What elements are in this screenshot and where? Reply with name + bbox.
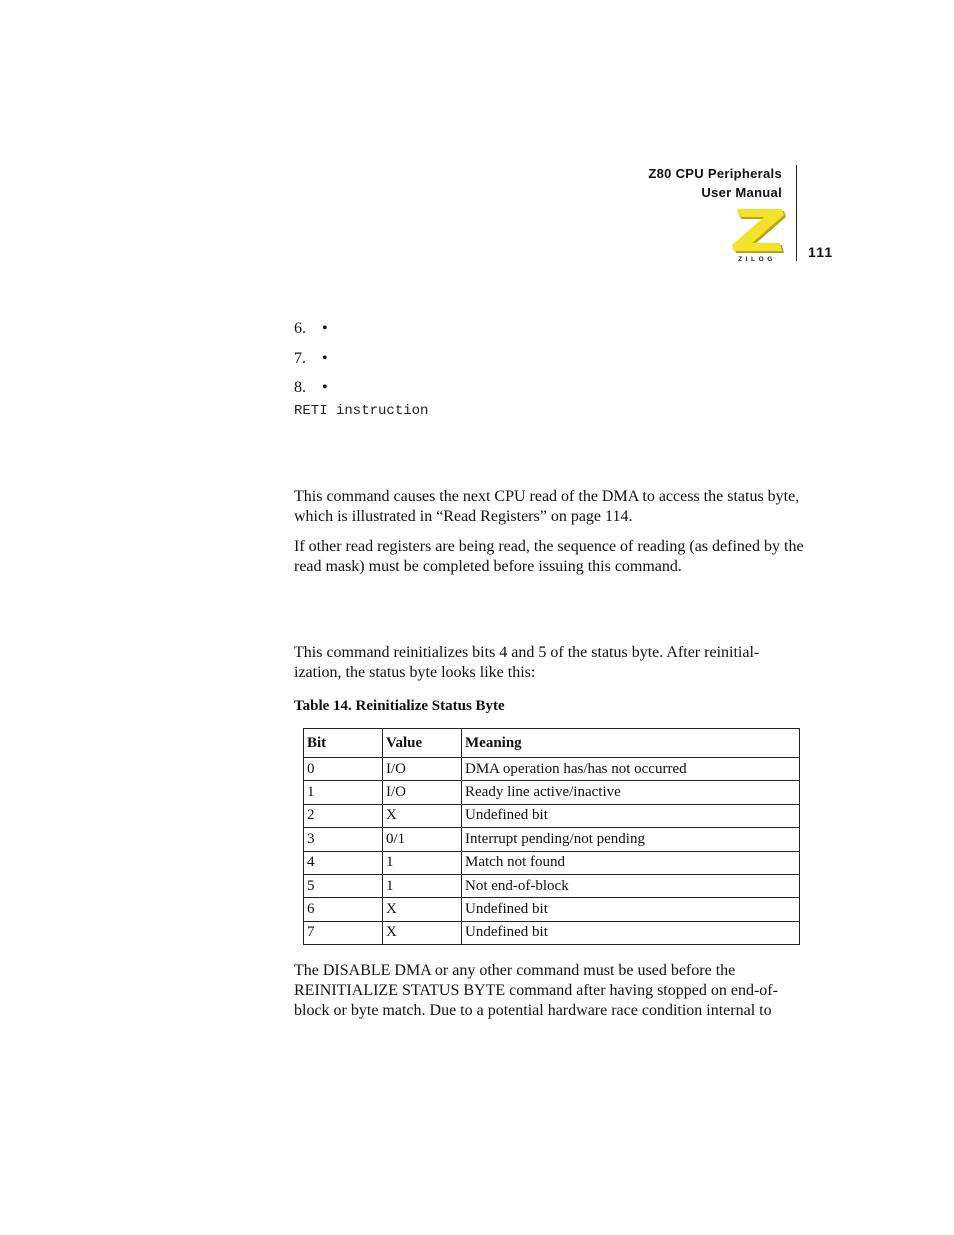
cell-value: X: [383, 921, 462, 944]
table-row: [304, 828, 800, 851]
header-title: [648, 164, 782, 202]
cell-value: 1: [383, 874, 462, 897]
list-item-number: 7.: [294, 349, 306, 367]
cell-value: X: [383, 898, 462, 921]
column-header-value: Value: [383, 729, 462, 758]
header-divider: [796, 165, 797, 261]
table-row: [304, 758, 800, 781]
cell-meaning: Interrupt pending/not pending: [462, 828, 800, 851]
table-row: [304, 851, 800, 874]
table-row: [304, 921, 800, 944]
cell-meaning: Undefined bit: [462, 898, 800, 921]
paragraph-read-mask: If other read registers are being read, the sequence of reading (as defined by the read mask) must be completed before issuing this command.: [294, 538, 804, 575]
paragraph-disable-dma: The DISABLE DMA or any other command must be used before the REINITIALIZE STATUS BYTE command after having stopped on end-of-block or byte match. Due to a potential hardware race condition internal to: [294, 962, 778, 1019]
bullet-icon: •: [322, 379, 328, 396]
cell-bit: 4: [304, 851, 383, 874]
bullet-icon: •: [322, 320, 328, 337]
cell-meaning: Ready line active/inactive: [462, 781, 800, 804]
cell-value: X: [383, 804, 462, 827]
paragraph-status-read: This command causes the next CPU read of the DMA to access the status byte, which is illustrated in “Read Registers” on page 114.: [294, 488, 800, 525]
cell-meaning: Not end-of-block: [462, 874, 800, 897]
cell-value: 0/1: [383, 828, 462, 851]
cell-bit: 7: [304, 921, 383, 944]
cell-bit: 6: [304, 898, 383, 921]
cell-bit: 2: [304, 804, 383, 827]
column-header-bit: Bit: [304, 729, 383, 758]
table-row: [304, 781, 800, 804]
paragraph-reinitialize: This command reinitializes bits 4 and 5 of the status byte. After reinitial-ization, the status byte looks like this:: [294, 644, 760, 681]
page-number: 111: [808, 244, 834, 260]
list-item: [294, 348, 328, 378]
zilog-logo-text: ZILOG: [738, 256, 776, 263]
cell-value: I/O: [383, 781, 462, 804]
list-item-number: 6.: [294, 320, 306, 337]
table-row: [304, 874, 800, 897]
cell-meaning: Undefined bit: [462, 804, 800, 827]
cell-value: 1: [383, 851, 462, 874]
zilog-logo: [728, 205, 786, 263]
table-caption: Table 14. Reinitialize Status Byte: [294, 698, 505, 714]
table-row: [304, 898, 800, 921]
status-byte-table: [303, 728, 800, 945]
table-header-row: [304, 729, 800, 758]
code-line: RETI instruction: [294, 403, 429, 419]
cell-bit: 1: [304, 781, 383, 804]
zilog-z-icon: [728, 205, 786, 263]
cell-meaning: Match not found: [462, 851, 800, 874]
numbered-list: [294, 318, 328, 407]
list-item-number: 8.: [294, 379, 306, 396]
cell-value: I/O: [383, 758, 462, 781]
header-title-line2: User Manual: [701, 185, 782, 200]
table-row: [304, 804, 800, 827]
cell-bit: 3: [304, 828, 383, 851]
cell-bit: 5: [304, 874, 383, 897]
cell-meaning: Undefined bit: [462, 921, 800, 944]
header-title-line1: Z80 CPU Peripherals: [648, 166, 782, 181]
column-header-meaning: Meaning: [462, 729, 800, 758]
list-item: [294, 318, 328, 348]
cell-meaning: DMA operation has/has not occurred: [462, 758, 800, 781]
cell-bit: 0: [304, 758, 383, 781]
bullet-icon: •: [322, 349, 328, 367]
